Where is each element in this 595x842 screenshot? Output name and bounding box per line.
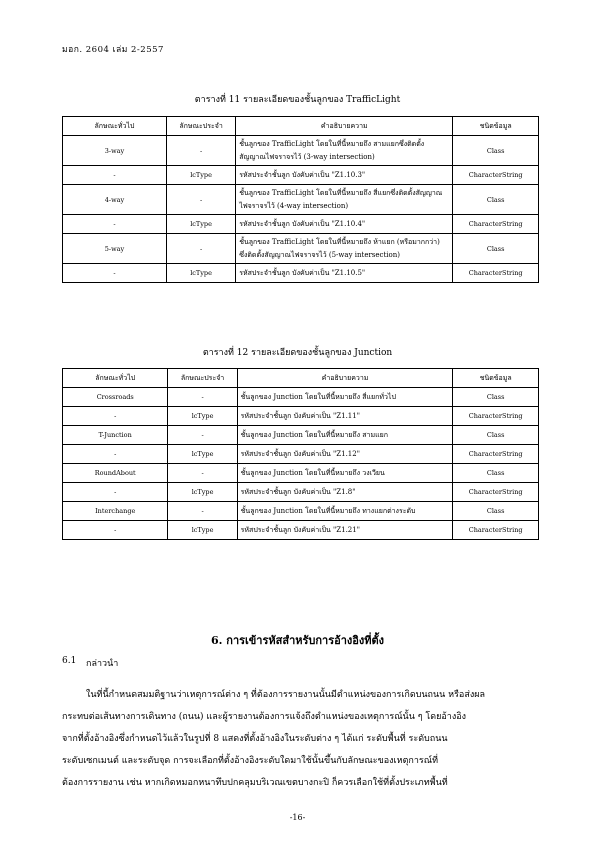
table-cell: Class: [453, 502, 539, 521]
table-cell: -: [63, 445, 168, 464]
table-cell: Class: [453, 426, 539, 445]
table-cell: ชั้นลูกของ Junction โดยในที่นี้หมายถึง สี่แยกทั่วไป: [237, 388, 453, 407]
table-cell: CharacterString: [453, 166, 539, 185]
table11-header: ลักษณะทั่วไป: [63, 117, 167, 136]
table-cell: T-Junction: [63, 426, 168, 445]
table-cell: -: [168, 502, 237, 521]
table-row: [63, 426, 539, 445]
table-row: [63, 445, 539, 464]
table-cell: Class: [453, 388, 539, 407]
table-cell: lcType: [166, 264, 235, 283]
table12-header: ชนิดข้อมูล: [453, 369, 539, 388]
table11-caption: ตารางที่ 11 รายละเอียดของชั้นลูกของ TrafficLight: [194, 95, 401, 105]
table-cell: -: [63, 483, 168, 502]
table-row: [63, 483, 539, 502]
table-cell: รหัสประจำชั้นลูก บังคับค่าเป็น "Z1.10.5": [236, 264, 453, 283]
table-cell: ชั้นลูกของ TrafficLight โดยในที่นี้หมายถึง สี่แยกซึ่งติดตั้งสัญญาณไฟจราจรไว้ (4-way intersection): [236, 185, 453, 215]
table-cell: -: [168, 388, 237, 407]
paragraph-line: กระทบต่อเส้นทางการเดินทาง (ถนน) และผู้รายงานต้องการแจ้งถึงตำแหน่งของเหตุการณ์นั้น ๆ โดยอ้างอิง: [62, 712, 467, 722]
table-row: [63, 166, 539, 185]
table-cell: -: [63, 521, 168, 540]
subsection-title: กล่าวนำ: [86, 659, 119, 669]
table-cell: ชั้นลูกของ TrafficLight โดยในที่นี้หมายถึง สามแยกซึ่งติดตั้งสัญญาณไฟจราจรไว้ (3-way intersection): [236, 136, 453, 166]
paragraph-line: ต้องการรายงาน เช่น หากเกิดหมอกหนาทึบปกคลุมบริเวณเขตบางกะปิ ก็ควรเลือกใช้ที่ตั้งประเภทพื้นที่: [62, 778, 448, 788]
table12-caption: ตารางที่ 12 รายละเอียดของชั้นลูกของ Junction: [202, 348, 393, 358]
table-cell: -: [63, 166, 167, 185]
table-cell: 3-way: [63, 136, 167, 166]
document-header: มอก. 2604 เล่ม 2-2557: [62, 45, 164, 55]
table-cell: -: [166, 136, 235, 166]
table-cell: รหัสประจำชั้นลูก บังคับค่าเป็น "Z1.12": [237, 445, 453, 464]
table-row: [63, 407, 539, 426]
table11: [62, 116, 539, 283]
table-cell: -: [166, 185, 235, 215]
table-cell: Class: [453, 185, 539, 215]
table-row: [63, 234, 539, 264]
table-cell: Class: [453, 464, 539, 483]
table-cell: CharacterString: [453, 521, 539, 540]
table-cell: รหัสประจำชั้นลูก บังคับค่าเป็น "Z1.10.4": [236, 215, 453, 234]
paragraph-line: ในที่นี้กำหนดสมมติฐานว่าเหตุการณ์ต่าง ๆ ที่ต้องการรายงานนั้นมีตำแหน่งของการเกิดบนถนน หรือส่งผล: [86, 690, 486, 700]
table-cell: ชั้นลูกของ Junction โดยในที่นี้หมายถึง สามแยก: [237, 426, 453, 445]
table12-body: [63, 388, 539, 540]
table12: [62, 368, 539, 540]
table12-header-row: [63, 369, 539, 388]
table-cell: CharacterString: [453, 215, 539, 234]
table11-body: [63, 136, 539, 283]
table-cell: ชั้นลูกของ Junction โดยในที่นี้หมายถึง ทางแยกต่างระดับ: [237, 502, 453, 521]
table-cell: CharacterString: [453, 483, 539, 502]
table-cell: Class: [453, 136, 539, 166]
table-cell: lcType: [168, 407, 237, 426]
subsection-number: 6.1: [62, 656, 77, 666]
table-cell: รหัสประจำชั้นลูก บังคับค่าเป็น "Z1.11": [237, 407, 453, 426]
table-cell: CharacterString: [453, 264, 539, 283]
table-cell: 5-way: [63, 234, 167, 264]
table11-header: ชนิดข้อมูล: [453, 117, 539, 136]
table-row: [63, 136, 539, 166]
table12-header: ลักษณะประจำ: [168, 369, 237, 388]
table-row: [63, 521, 539, 540]
table-cell: ชั้นลูกของ Junction โดยในที่นี้หมายถึง วงเวียน: [237, 464, 453, 483]
table-cell: lcType: [168, 521, 237, 540]
table-cell: -: [168, 426, 237, 445]
table-cell: RoundAbout: [63, 464, 168, 483]
table-cell: -: [168, 464, 237, 483]
table11-header: คำอธิบายความ: [236, 117, 453, 136]
table12-header: คำอธิบายความ: [237, 369, 453, 388]
table-row: [63, 185, 539, 215]
table12-header: ลักษณะทั่วไป: [63, 369, 168, 388]
table-cell: Interchange: [63, 502, 168, 521]
table-cell: Crossroads: [63, 388, 168, 407]
table-cell: lcType: [168, 445, 237, 464]
table-cell: รหัสประจำชั้นลูก บังคับค่าเป็น "Z1.10.3": [236, 166, 453, 185]
table-cell: 4-way: [63, 185, 167, 215]
table-row: [63, 464, 539, 483]
table-cell: lcType: [168, 483, 237, 502]
table11-header-row: [63, 117, 539, 136]
table-row: [63, 502, 539, 521]
paragraph-line: จากที่ตั้งอ้างอิงซึ่งกำหนดไว้แล้วในรูปที่ 8 แสดงที่ตั้งอ้างอิงในระดับต่าง ๆ ได้แก่ ระดับพื้นที่ ระดับถนน: [62, 734, 448, 744]
table-cell: CharacterString: [453, 407, 539, 426]
table-cell: Class: [453, 234, 539, 264]
table-cell: -: [63, 264, 167, 283]
table-cell: รหัสประจำชั้นลูก บังคับค่าเป็น "Z1.8": [237, 483, 453, 502]
table-cell: รหัสประจำชั้นลูก บังคับค่าเป็น "Z1.21": [237, 521, 453, 540]
table-row: [63, 388, 539, 407]
body-paragraph: [62, 684, 539, 794]
table-cell: ชั้นลูกของ TrafficLight โดยในที่นี้หมายถึง ห้าแยก (หรือมากกว่า) ซึ่งติดตั้งสัญญาณไฟจราจรไว้ (5-way intersection): [236, 234, 453, 264]
table-cell: lcType: [166, 166, 235, 185]
table-row: [63, 215, 539, 234]
paragraph-line: ระดับเซกเมนต์ และระดับจุด การจะเลือกที่ตั้งอ้างอิงระดับใดมาใช้นั้นขึ้นกับลักษณะของเหตุการณ์ที่: [62, 756, 439, 766]
table-cell: CharacterString: [453, 445, 539, 464]
table-cell: -: [63, 407, 168, 426]
section-title: 6. การเข้ารหัสสำหรับการอ้างอิงที่ตั้ง: [210, 634, 385, 647]
table-row: [63, 264, 539, 283]
page-number: -16-: [289, 813, 306, 822]
table-cell: -: [166, 234, 235, 264]
table11-header: ลักษณะประจำ: [166, 117, 235, 136]
table-cell: -: [63, 215, 167, 234]
table-cell: lcType: [166, 215, 235, 234]
